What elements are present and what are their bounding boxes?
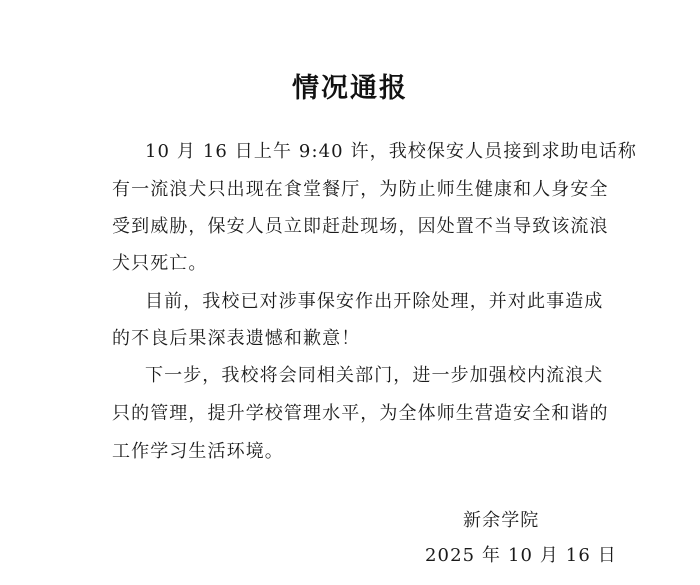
signature-organization: 新余学院 xyxy=(463,510,540,531)
text-line: 下一步，我校将会同相关部门，进一步加强校内流浪犬 xyxy=(145,365,604,386)
text-line: 有一流浪犬只出现在食堂餐厅，为防止师生健康和人身安全 xyxy=(112,179,609,200)
text-line: 工作学习生活环境。 xyxy=(112,441,284,462)
text-line: 犬只死亡。 xyxy=(112,253,208,274)
text-line: 只的管理，提升学校管理水平，为全体师生营造安全和谐的 xyxy=(112,403,609,424)
text-line: 的不良后果深表遗憾和歉意！ xyxy=(112,328,361,349)
text-line: 受到威胁，保安人员立即赶赴现场，因处置不当导致该流浪 xyxy=(112,216,609,237)
signature-date: 2025 年 10 月 16 日 xyxy=(425,545,617,566)
document-title: 情况通报 xyxy=(292,73,408,104)
text-line: 10 月 16 日上午 9:40 许，我校保安人员接到求助电话称 xyxy=(145,141,638,162)
text-line: 目前，我校已对涉事保安作出开除处理，并对此事造成 xyxy=(145,291,604,312)
